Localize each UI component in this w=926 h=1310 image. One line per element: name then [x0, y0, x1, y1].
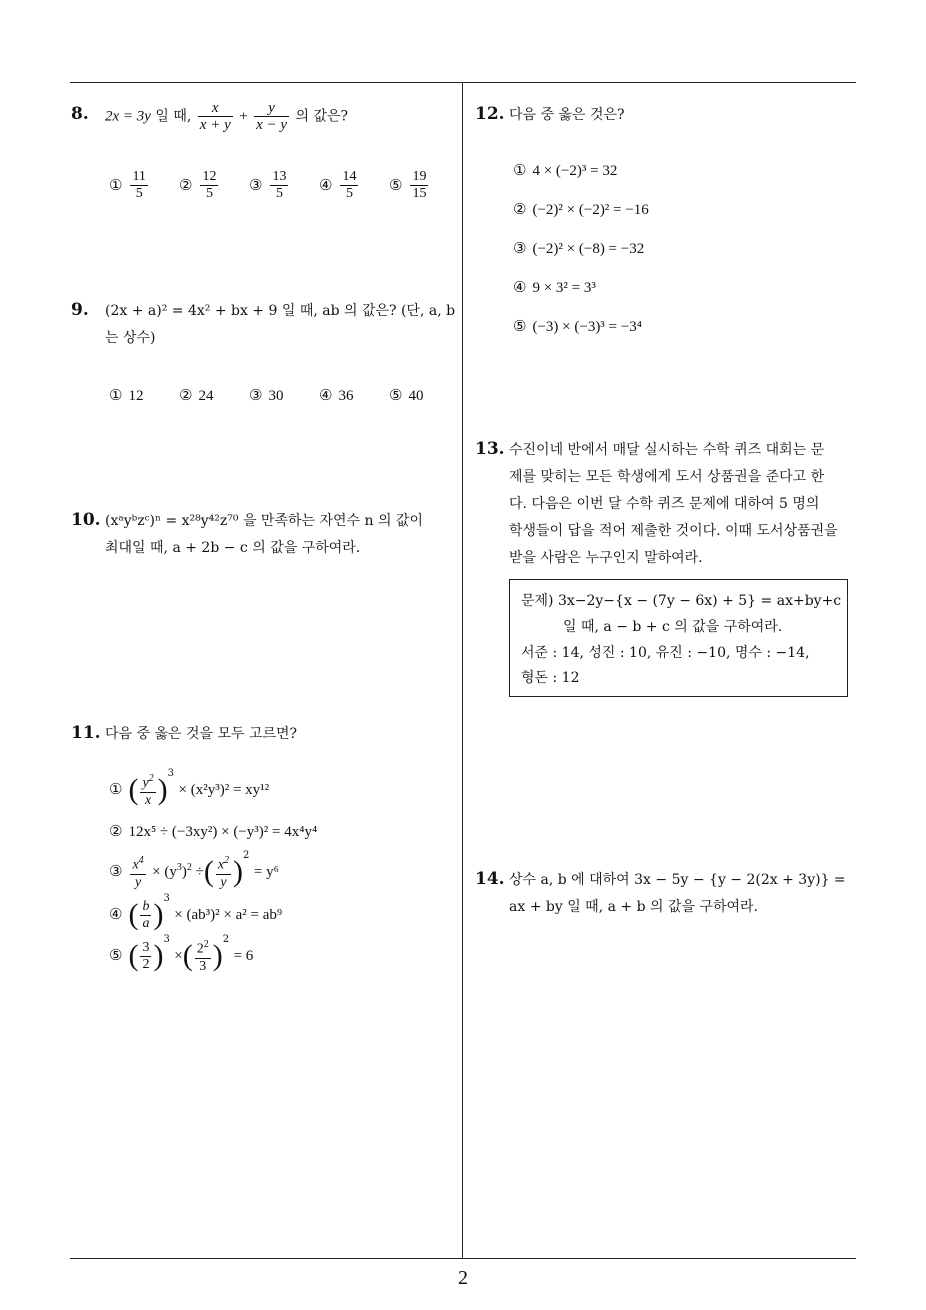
q13-number: 13.: [475, 439, 505, 459]
choice-rest: 12x⁵ ÷ (−3xy²) × (−y³)² = 4x⁴y⁴: [128, 824, 318, 840]
q12-choice-5[interactable]: [513, 317, 642, 336]
q13-box-line-3: 서준 : 14, 성진 : 10, 유진 : −10, 명수 : −14,: [521, 645, 810, 661]
q8-choice-3[interactable]: [249, 169, 290, 202]
choice-num: 14: [342, 169, 357, 184]
choice-num: 19: [412, 169, 427, 184]
q8-frac2-num: y: [268, 100, 275, 116]
q11-choice-1[interactable]: ① ( $\frac{y^2}{x}$ )$^3$ × (x²y³)² = xy¹²: [109, 768, 270, 808]
q12-text: 다음 중 옳은 것은?: [509, 107, 625, 123]
choice-den: 5: [200, 185, 218, 202]
q9-choice-1[interactable]: [109, 386, 143, 405]
choice-mark: ①: [513, 161, 527, 179]
choice-mark: ⑤: [389, 175, 403, 194]
q10-line-2: 최대일 때, a + 2b − c 의 값을 구하여라.: [105, 540, 361, 556]
q13-line-2: 제를 맞히는 모든 학생에게 도서 상품권을 준다고 한: [509, 469, 825, 485]
q8-stem: [105, 100, 348, 133]
q8-text1: 일 때,: [155, 108, 192, 125]
q12-choice-2[interactable]: [513, 200, 649, 219]
choice-mark: ④: [319, 175, 333, 194]
q9-choice-4[interactable]: [319, 386, 353, 405]
q11-choice-2[interactable]: [109, 822, 317, 841]
page-number: 2: [458, 1267, 468, 1289]
choice-num: 12: [202, 169, 217, 184]
choice-den: 5: [130, 185, 147, 202]
choice-mark: ③: [249, 175, 263, 194]
choice-num: 11: [132, 169, 146, 184]
q9-choice-2[interactable]: [179, 386, 213, 405]
choice-expr: (−2)² × (−8) = −32: [532, 241, 645, 257]
choice-rest: = y⁶: [253, 864, 279, 880]
choice-num: 13: [272, 169, 287, 184]
q9-line-2: 는 상수): [105, 330, 156, 346]
q10-line-1: (xᵃyᵇzᶜ)ⁿ = x²⁸y⁴²z⁷⁰ 을 만족하는 자연수 n 의 값이: [105, 513, 423, 529]
choice-mark: ②: [109, 822, 123, 840]
q11-text: 다음 중 옳은 것을 모두 고르면?: [105, 726, 298, 742]
q13-box-line-4: 형돈 : 12: [521, 670, 580, 686]
choice-value: 30: [268, 388, 284, 404]
q13-line-1: 수진이네 반에서 매달 실시하는 수학 퀴즈 대회는 문: [509, 442, 825, 458]
q8-choice-5[interactable]: [389, 169, 430, 202]
q13-line-3: 다. 다음은 이번 달 수학 퀴즈 문제에 대하여 5 명의: [509, 496, 820, 512]
choice-mark: ②: [513, 200, 527, 218]
choice-value: 36: [338, 388, 354, 404]
q8-choice-4[interactable]: [319, 169, 360, 202]
q8-frac1-num: x: [211, 100, 219, 116]
choice-value: 12: [128, 388, 144, 404]
choice-mark: ①: [109, 780, 123, 798]
column-divider: [462, 83, 463, 1259]
q13-box-line-1: 문제) 3x−2y−{x − (7y − 6x) + 5} = ax+by+c: [521, 593, 842, 609]
q14-number: 14.: [475, 869, 505, 889]
choice-mark: ②: [179, 175, 193, 194]
choice-rest: = 6: [233, 948, 254, 964]
q11-choice-3[interactable]: ③ $\frac{x^4}{y}$ × $(y^3)^2$ ÷( $\frac{x^2}{y}$ )$^2$ = y⁶: [109, 850, 279, 890]
q13-box-line-2: 일 때, a − b + c 의 값을 구하여라.: [563, 619, 783, 635]
q8-number: 8.: [71, 104, 89, 124]
choice-mark: ②: [179, 386, 193, 404]
q8-choice-2[interactable]: [179, 169, 220, 202]
choice-rest: × (x²y³)² = xy¹²: [178, 782, 270, 798]
choice-mark: ④: [513, 278, 527, 296]
q8-condition: 2x = 3y: [105, 108, 151, 125]
q13-line-5: 받을 사람은 누구인지 말하여라.: [509, 550, 703, 566]
choice-mark: ④: [319, 386, 333, 404]
choice-mark: ⑤: [513, 317, 527, 335]
choice-rest: × (ab³)² × a² = ab⁹: [174, 907, 283, 923]
q14-line-1: 상수 a, b 에 대하여 3x − 5y − {y − 2(2x + 3y)} =: [509, 872, 846, 888]
q11-choice-5[interactable]: ⑤ ( $\frac{3}{2}$ )$^3$ ×( $\frac{2^2}{3}$ )$^2$ = 6: [109, 934, 254, 974]
choice-mark: ①: [109, 175, 123, 194]
q9-line-1: (2x + a)² = 4x² + bx + 9 일 때, ab 의 값은? (단, a, b: [105, 303, 456, 319]
q12-number: 12.: [475, 104, 505, 124]
choice-value: 24: [198, 388, 214, 404]
q8-frac1-den: x + y: [199, 117, 231, 133]
q11-number: 11.: [71, 723, 101, 743]
choice-mark: ④: [109, 905, 123, 923]
choice-mark: ①: [109, 386, 123, 404]
q12-choice-4[interactable]: [513, 278, 596, 297]
choice-value: 40: [408, 388, 424, 404]
choice-expr: 9 × 3² = 3³: [532, 280, 596, 296]
q10-number: 10.: [71, 510, 101, 530]
q8-plus: +: [239, 108, 248, 125]
q9-choice-5[interactable]: [389, 386, 423, 405]
choice-expr: (−2)² × (−2)² = −16: [532, 202, 649, 218]
choice-den: 5: [340, 185, 358, 202]
choice-mark: ⑤: [389, 386, 403, 404]
choice-den: 5: [270, 185, 288, 202]
q11-choice-4[interactable]: ④ ( $\frac{b}{a}$ )$^3$ × (ab³)² × a² = ab⁹: [109, 893, 283, 931]
q9-number: 9.: [71, 300, 89, 320]
q14-line-2: ax + by 일 때, a + b 의 값을 구하여라.: [509, 899, 759, 915]
choice-mark: ⑤: [109, 946, 123, 964]
bottom-rule: [70, 1258, 856, 1259]
choice-expr: (−3) × (−3)³ = −3⁴: [532, 319, 642, 335]
q12-choice-3[interactable]: [513, 239, 644, 258]
choice-mark: ③: [249, 386, 263, 404]
choice-expr: 4 × (−2)³ = 32: [532, 163, 618, 179]
q8-fraction-1: [198, 100, 233, 133]
q8-fraction-2: [254, 100, 289, 133]
choice-mark: ③: [109, 862, 123, 880]
q8-frac2-den: x − y: [256, 117, 288, 133]
q13-line-4: 학생들이 답을 적어 제출한 것이다. 이때 도서상품권을: [509, 523, 838, 539]
q9-choice-3[interactable]: [249, 386, 283, 405]
choice-mark: ③: [513, 239, 527, 257]
choice-den: 15: [412, 186, 427, 201]
q8-choice-1[interactable]: [109, 169, 150, 202]
q12-choice-1[interactable]: [513, 161, 617, 180]
q8-text2: 의 값은?: [295, 108, 349, 125]
top-rule: [70, 82, 856, 83]
